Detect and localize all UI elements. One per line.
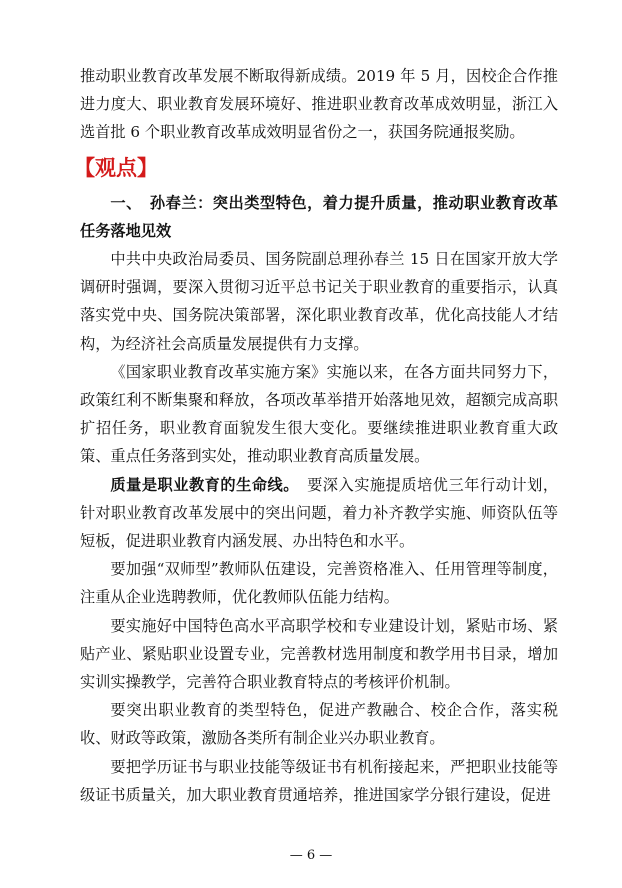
document-body (74, 62, 558, 809)
body-paragraph: 要突出职业教育的类型特色，促进产教融合、校企合作，落实税收、财政等政策，激励各类所有制企业兴办职业教育。 (80, 701, 558, 748)
page-number: — 6 — (289, 848, 333, 863)
quality-lead-text: 质量是职业教育的生命线。 (110, 475, 292, 494)
body-paragraph: 要实施好中国特色高水平高职学校和专业建设计划，紧贴市场、紧贴产业、紧贴职业设置专业，完善教材选用制度和教学用书目录，增加实训实操教学，完善符合职业教育特点的考核评价机制。 (80, 616, 558, 692)
body-paragraph: 《国家职业教育改革实施方案》实施以来，在各方面共同努力下，政策红利不断集聚和释放，各项改革举措开始落地见效，超额完成高职扩招任务，职业教育面貌发生很大变化。要继续推进职业教育重大政策、重点任务落到实处，推动职业教育高质量发展。 (80, 362, 558, 466)
article-subheading: 一、 孙春兰：突出类型特色，着力提升质量，推动职业教育改革任务落地见效 (80, 193, 558, 240)
quality-rest-text: 要深入实施提质培优三年行动计划，针对职业教育改革发展中的突出问题，着力补齐教学实施、师资队伍等短板，促进职业教育内涵发展、办出特色和水平。 (80, 475, 558, 551)
body-paragraph: 中共中央政治局委员、国务院副总理孙春兰 15 日在国家开放大学调研时强调，要深入贯彻习近平总书记关于职业教育的重要指示，认真落实党中央、国务院决策部署，深化职业教育改革，优化高技能人才结构，为经济社会高质量发展提供有力支撑。 (80, 250, 558, 353)
continuation-paragraph: 推动职业教育改革发展不断取得新成绩。2019 年 5 月，因校企合作推进力度大、职业教育发展环境好、推进职业教育改革成效明显，浙江入选首批 6 个职业教育改革成效明显省份之一，获国务院通报奖励。 (80, 67, 558, 142)
body-paragraph: 要把学历证书与职业技能等级证书有机衔接起来，严把职业技能等级证书质量关，加大职业教育贯通培养，推进国家学分银行建设，促进 (80, 757, 558, 804)
body-paragraph: 要加强“双师型”教师队伍建设，完善资格准入、任用管理等制度，注重从企业选聘教师，优化教师队伍能力结构。 (80, 560, 558, 607)
section-heading-viewpoints: 【观点】 (74, 155, 158, 180)
quality-paragraph (80, 471, 558, 556)
